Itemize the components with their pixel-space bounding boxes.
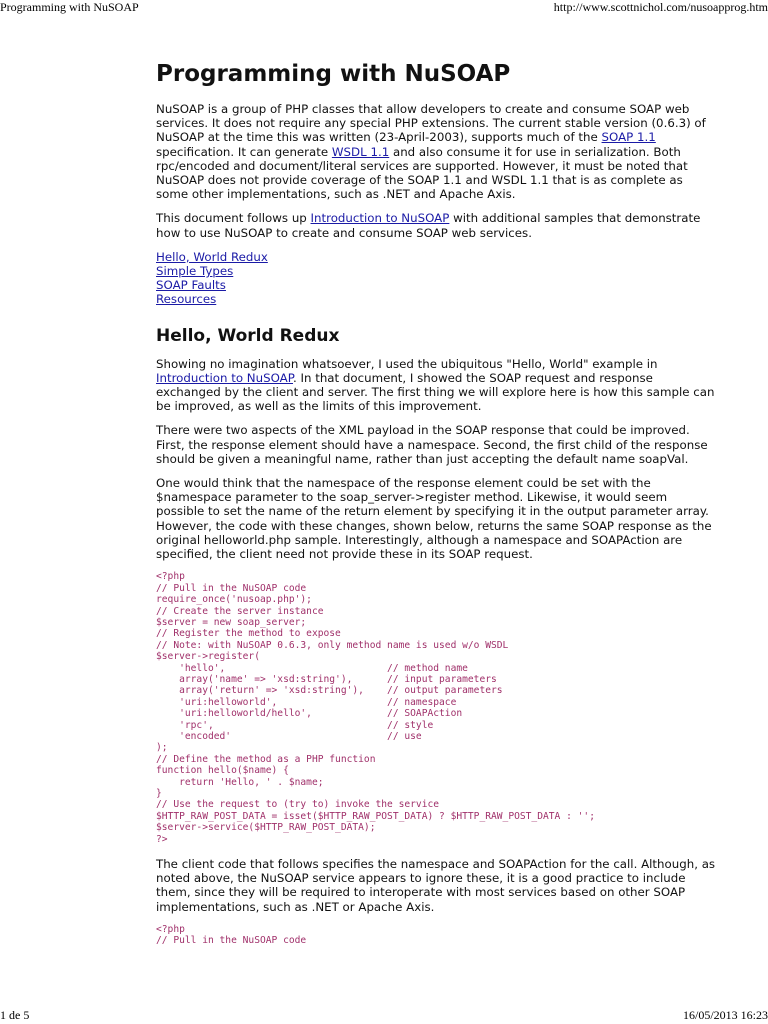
toc-link-hello-world-redux[interactable]: Hello, World Redux xyxy=(156,249,268,264)
client-code-block: <?php // Pull in the NuSOAP code xyxy=(156,923,307,947)
section-p1-text-2: . In that document, I showed the SOAP request and response exchanged by the client and server. The first thing we will explore here is how this sample can be improved, as well as the limits of this improvement. xyxy=(156,370,715,414)
section-p1-text-1: Showing no imagination whatsoever, I used the ubiquitous "Hello, World" example in xyxy=(156,356,658,371)
table-of-contents xyxy=(156,250,716,307)
section-paragraph-2: There were two aspects of the XML payload in the SOAP response that could be improved. First, the response element should have a namespace. Second, the first child of the response should be given a meaningful name, rather than just accepting the default name soapVal. xyxy=(156,423,708,466)
soap-1-1-link[interactable]: SOAP 1.1 xyxy=(601,130,656,145)
intro-paragraph xyxy=(156,102,716,201)
intro-text-2: specification. It can generate xyxy=(156,144,332,159)
section-paragraph-4: The client code that follows specifies the namespace and SOAPAction for the call. Although, as noted above, the NuSOAP service appears to ignore these, it is a good practice to include them, since they will be required to interoperate with most services based on other SOAP implementations, such as .NET or Apache Axis. xyxy=(156,857,716,914)
follow-up-paragraph xyxy=(156,211,716,239)
print-header-title: Programming with NuSOAP xyxy=(0,0,139,14)
print-timestamp: 16/05/2013 16:23 xyxy=(682,1008,768,1022)
toc-link-simple-types[interactable]: Simple Types xyxy=(156,264,234,279)
follow-text-2: with additional samples that demonstrate how to use NuSOAP to create and consume SOAP web services. xyxy=(156,211,701,240)
print-header-url: http://www.scottnichol.com/nusoapprog.htm xyxy=(553,0,768,14)
follow-text-1: This document follows up xyxy=(156,211,311,226)
introduction-to-nusoap-link-2[interactable]: Introduction to NuSOAP xyxy=(156,370,293,385)
section-heading-hello-world-redux: Hello, World Redux xyxy=(156,325,340,346)
toc-link-resources[interactable]: Resources xyxy=(156,292,217,307)
wsdl-1-1-link[interactable]: WSDL 1.1 xyxy=(331,144,390,159)
introduction-to-nusoap-link[interactable]: Introduction to NuSOAP xyxy=(310,211,450,226)
print-footer xyxy=(0,1008,768,1024)
intro-text-1: NuSOAP is a group of PHP classes that allow developers to create and consume SOAP web services. It does not require any special PHP extensions. The current stable version (0.6.3) of NuSOAP at the time this was written (23-April-2003), supports much of the xyxy=(156,102,706,145)
page-number: 1 de 5 xyxy=(0,1008,30,1022)
print-header xyxy=(0,0,768,16)
server-code-block: <?php // Pull in the NuSOAP code require_once('nusoap.php'); // Create the server instance $server = new soap_server; // Register the method to expose // Note: with NuSOAP 0.6.3, only method name is used w/o WSDL $server->register( 'hello', // method name array('name' => 'xsd:string'), // input parameters array('return' => 'xsd:string'), // output parameters 'uri:helloworld', // namespace 'uri:helloworld/hello', // SOAPAction 'rpc', // style 'encoded' // use ); // Define the method as a PHP function function hello($name) { return 'Hello, ' . $name; } // Use the request to (try to) invoke the service $HTTP_RAW_POST_DATA = isset($HTTP_RAW_POST_DATA) ? $HTTP_RAW_POST_DATA : ''; $server->service($HTTP_RAW_POST_DATA); ?> xyxy=(156,571,595,845)
document-body xyxy=(156,60,716,959)
page-title: Programming with NuSOAP xyxy=(156,61,511,87)
toc-link-soap-faults[interactable]: SOAP Faults xyxy=(156,278,226,293)
section-paragraph-3: One would think that the namespace of the response element could be set with the $namespace parameter to the soap_server->register method. Likewise, it would seem possible to set the name of the return element by specifying it in the output parameter array. However, the code with these changes, shown below, returns the same SOAP response as the original helloworld.php sample. Interestingly, although a namespace and SOAPAction are specified, the client need not provide these in its SOAP request. xyxy=(156,476,712,562)
intro-text-3: and also consume it for use in serialization. Both rpc/encoded and document/literal services are supported. However, it must be noted that NuSOAP does not provide coverage of the SOAP 1.1 and WSDL 1.1 that is as complete as some other implementations, such as .NET and Apache Axis. xyxy=(156,144,688,202)
section-paragraph-1 xyxy=(156,357,716,414)
